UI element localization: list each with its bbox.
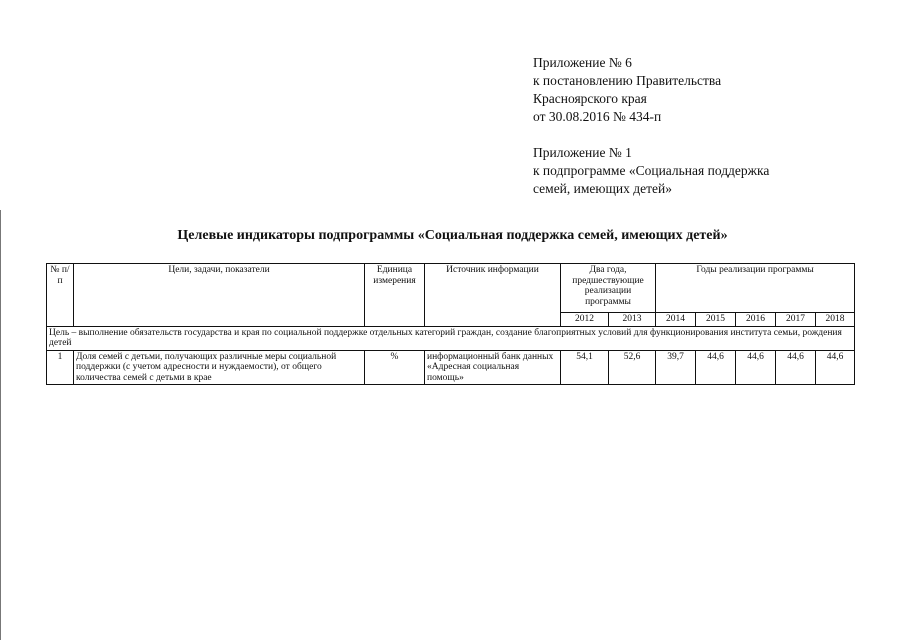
value-cell: 52,6	[609, 350, 656, 385]
header-line: Приложение № 6	[533, 55, 632, 70]
row-indicator: Доля семей с детьми, получающих различные меры социальной поддержки (с учетом адресности и нуждаемости), от общего количества семей с детьми в крае	[74, 350, 365, 385]
header-line: Красноярского края	[533, 91, 647, 106]
header-line: к постановлению Правительства	[533, 73, 722, 88]
row-num: 1	[47, 350, 74, 385]
value-cell: 54,1	[561, 350, 609, 385]
goal-row: Цель – выполнение обязательств государства и края по социальной поддержке отдельных категорий граждан, создание благоприятных условий для функционирования института семьи, рождения детей	[47, 326, 855, 350]
page-edge-line	[0, 210, 1, 640]
year-cell: 2013	[609, 313, 656, 327]
value-cell: 39,7	[656, 350, 696, 385]
value-cell: 44,6	[696, 350, 736, 385]
row-source: информационный банк данных «Адресная социальная помощь»	[425, 350, 561, 385]
header-line: от 30.08.2016 № 434-п	[533, 109, 662, 124]
row-unit: %	[365, 350, 425, 385]
header-source: Источник информации	[425, 264, 561, 327]
indicators-table	[46, 263, 855, 385]
header-goals: Цели, задачи, показатели	[74, 264, 365, 327]
document-title: Целевые индикаторы подпрограммы «Социальная поддержка семей, имеющих детей»	[177, 228, 728, 243]
year-cell: 2018	[816, 313, 855, 327]
year-cell: 2016	[736, 313, 776, 327]
header-num: № п/п	[47, 264, 74, 327]
year-cell: 2015	[696, 313, 736, 327]
value-cell: 44,6	[736, 350, 776, 385]
year-cell: 2017	[776, 313, 816, 327]
table-row	[47, 350, 855, 385]
value-cell: 44,6	[816, 350, 855, 385]
header-unit: Единица измерения	[365, 264, 425, 327]
year-cell: 2012	[561, 313, 609, 327]
header-line: к подпрограмме «Социальная поддержка	[533, 163, 770, 178]
appendix-header	[533, 54, 769, 198]
header-program-years: Годы реализации программы	[656, 264, 855, 313]
year-cell: 2014	[656, 313, 696, 327]
header-line: семей, имеющих детей»	[533, 181, 672, 196]
header-prior-years: Два года, предшествующие реализации программы	[561, 264, 656, 313]
value-cell: 44,6	[776, 350, 816, 385]
header-line: Приложение № 1	[533, 145, 632, 160]
